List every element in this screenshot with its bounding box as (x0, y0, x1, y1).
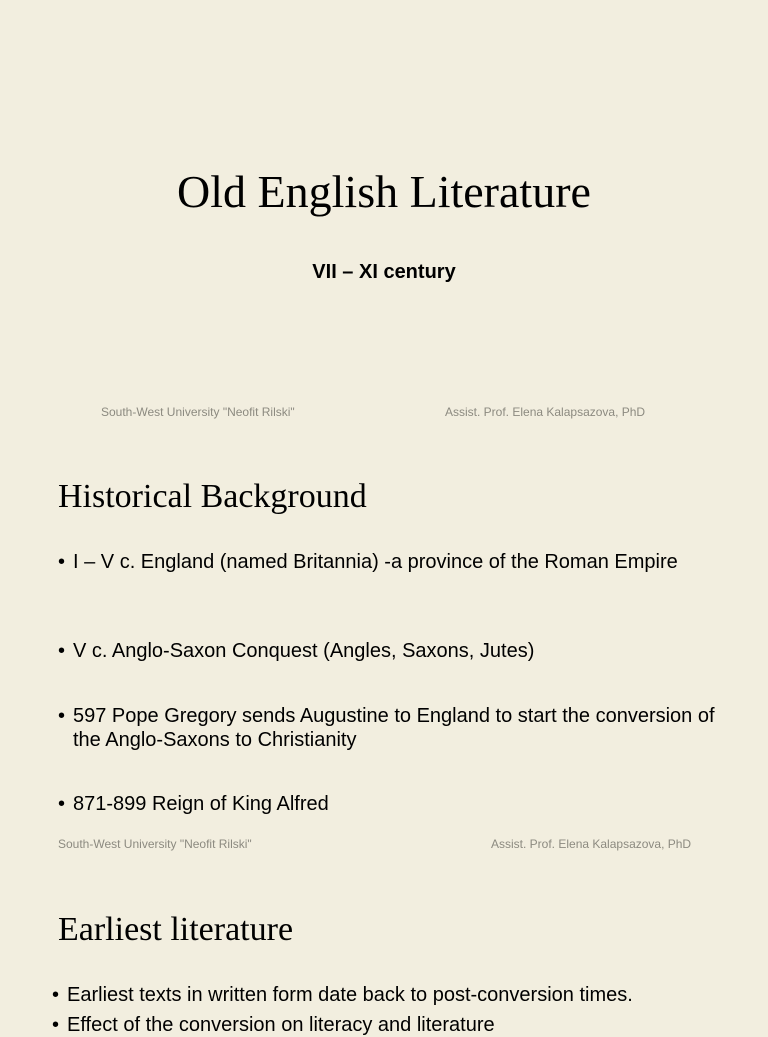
bullet-text: Effect of the conversion on literacy and literature (67, 1014, 495, 1036)
bullet-text: V c. Anglo-Saxon Conquest (Angles, Saxons, Jutes) (73, 640, 535, 662)
bullet-dot: • (58, 551, 66, 573)
slide-historical-background (0, 440, 768, 870)
bullet-item (58, 792, 723, 816)
bullet-dot: • (58, 705, 66, 727)
slide-subtitle: VII – XI century (312, 261, 456, 283)
slide-heading: Historical Background (58, 478, 367, 515)
bullet-dot: • (52, 984, 60, 1006)
slide-earliest-literature (0, 870, 768, 1036)
footer-author: Assist. Prof. Elena Kalapsazova, PhD (491, 837, 692, 851)
footer-author: Assist. Prof. Elena Kalapsazova, PhD (445, 405, 646, 419)
bullet-item (52, 1013, 767, 1037)
slide-title-heading: Old English Literature (177, 166, 591, 217)
bullet-text: 871-899 Reign of King Alfred (73, 793, 329, 815)
footer-university: South-West University "Neofit Rilski" (58, 837, 252, 851)
slide-title (0, 0, 768, 440)
slide-heading: Earliest literature (58, 911, 294, 948)
footer-university: South-West University "Neofit Rilski" (101, 405, 295, 419)
bullet-text: I – V c. England (named Britannia) -a province of the Roman Empire (73, 551, 678, 573)
bullet-dot: • (52, 1014, 60, 1036)
bullet-text: 597 Pope Gregory sends Augustine to England to start the conversion of the Anglo-Saxons to Christianity (73, 705, 715, 751)
bullet-item (58, 550, 723, 574)
bullet-item (58, 704, 723, 752)
bullet-item (52, 983, 767, 1007)
bullet-item (58, 639, 723, 663)
bullet-text: Earliest texts in written form date back to post-conversion times. (67, 984, 633, 1006)
bullet-dot: • (58, 793, 66, 815)
bullet-dot: • (58, 640, 66, 662)
